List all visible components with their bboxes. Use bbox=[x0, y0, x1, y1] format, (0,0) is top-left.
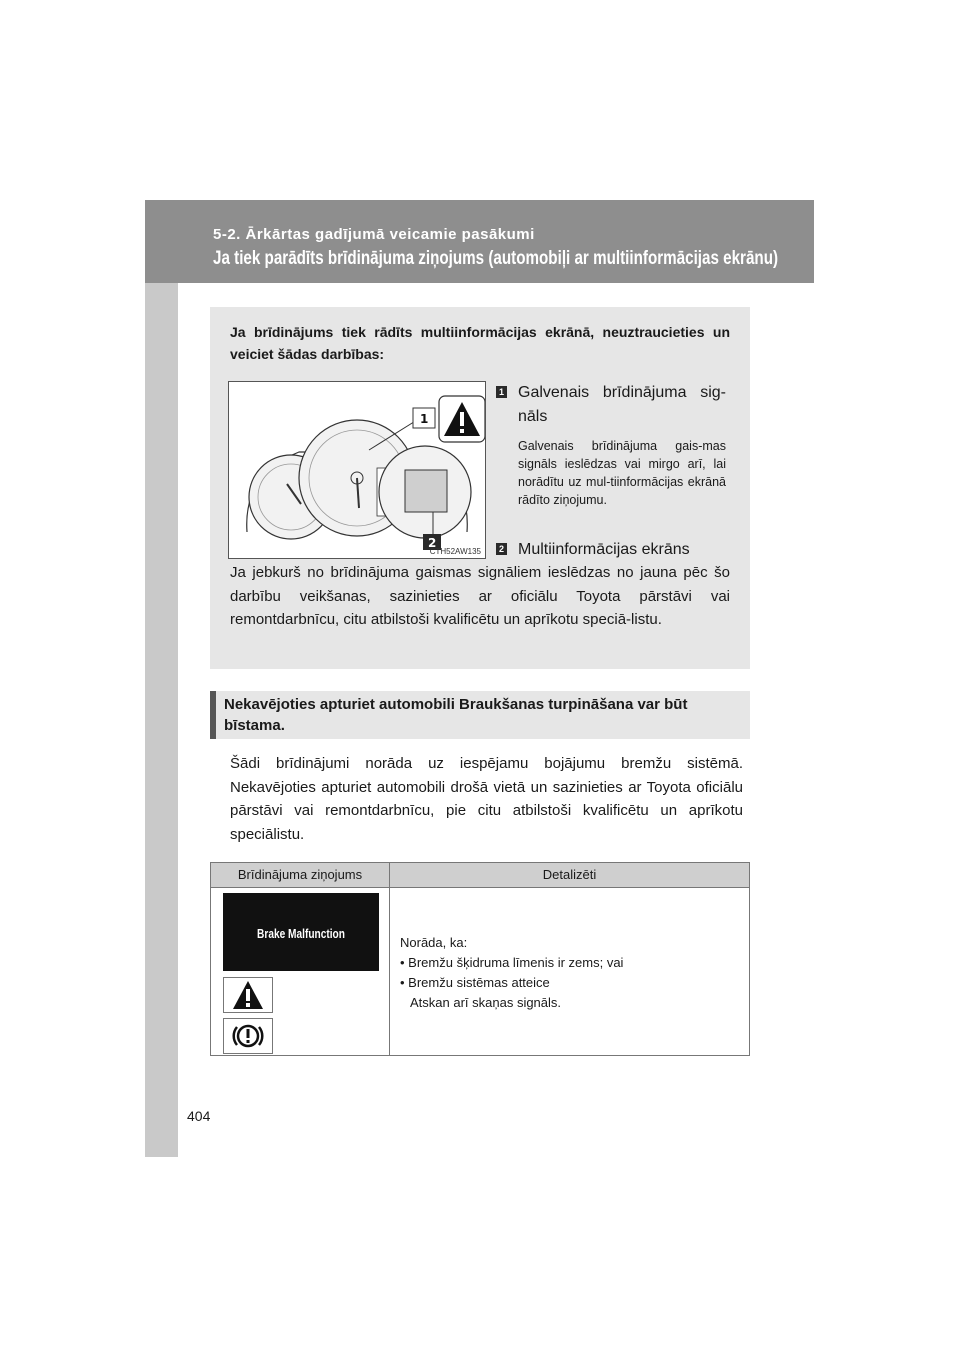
callout-title-1: Galvenais brīdinājuma sig-nāls bbox=[518, 384, 726, 425]
info-paragraph: Ja jebkurš no brīdinājuma gaismas signāliem ieslēdzas no jauna pēc šo darbību veikšanas, sazinieties ar oficiālu Toyota pārstāvi vai remontdarbnīcu, citu atbilstoši kvalificētu un aprīkotu speciā-listu. bbox=[230, 564, 730, 628]
callout-badge-2: 2 bbox=[496, 543, 507, 555]
detail-line: • Bremžu sistēmas atteice bbox=[400, 975, 550, 990]
svg-text:1: 1 bbox=[420, 412, 429, 426]
table-header-message: Brīdinājuma ziņojums bbox=[237, 867, 363, 882]
svg-text:2: 2 bbox=[428, 536, 437, 550]
brake-malfunction-text: Brake Malfunction bbox=[257, 926, 345, 941]
warning-heading: Nekavējoties apturiet automobili Braukšanas turpināšana var būt bīstama. bbox=[224, 696, 688, 734]
info-box bbox=[210, 307, 750, 669]
page-title: Ja tiek parādīts brīdinājuma ziņojums (automobiļi ar multiinformācijas ekrānu) bbox=[213, 248, 779, 269]
brake-warning-icon-box bbox=[223, 1018, 273, 1054]
body-paragraph: Šādi brīdinājumi norāda uz iespējamu bojājumu bremžu sistēmā. Nekavējoties apturiet automobili drošā vietā un sazinieties ar Toyota oficiālu pārstāvi vai remontdarbnīcu, pie citu atbilstoši kvalificētu un aprīkotu speciālistu. bbox=[230, 755, 743, 843]
detail-line: • Bremžu šķidruma līmenis ir zems; vai bbox=[400, 955, 624, 970]
warning-message-table bbox=[210, 862, 750, 1056]
info-intro: Ja brīdinājums tiek rādīts multiinformācijas ekrānā, neuztraucieties un veiciet šādas darbības: bbox=[230, 324, 730, 362]
callout-item-2 bbox=[496, 538, 726, 562]
warning-triangle-icon bbox=[231, 979, 265, 1011]
warning-triangle-icon-box bbox=[223, 977, 273, 1013]
page-side-strip bbox=[145, 200, 178, 1157]
details-cell bbox=[400, 933, 740, 1013]
page-number: 404 bbox=[187, 1108, 211, 1124]
instrument-cluster-drawing bbox=[229, 382, 485, 558]
brake-warning-icon bbox=[231, 1020, 265, 1052]
callout-badge-1: 1 bbox=[496, 386, 507, 398]
callout-title-2: Multiinformācijas ekrāns bbox=[518, 541, 690, 558]
warning-heading-box bbox=[210, 691, 750, 739]
table-header-details: Detalizēti bbox=[542, 867, 597, 882]
brake-malfunction-screen bbox=[223, 893, 379, 971]
table-header-row bbox=[211, 863, 749, 888]
figure-code: CTH52AW135 bbox=[429, 547, 481, 556]
instrument-cluster-figure bbox=[228, 381, 486, 559]
detail-line: Norāda, ka: bbox=[400, 935, 468, 950]
table-column-divider bbox=[389, 863, 390, 1055]
section-label: 5-2. Ārkārtas gadījumā veicamie pasākumi bbox=[213, 226, 535, 243]
detail-line: Atskan arī skaņas signāls. bbox=[410, 995, 562, 1010]
callout-item-1 bbox=[496, 381, 726, 509]
callout-description-1: Galvenais brīdinājuma gais-mas signāls ieslēdzas vai mirgo arī, lai norādītu uz mul-tiinformācijas ekrānā rādīto ziņojumu. bbox=[518, 439, 726, 507]
